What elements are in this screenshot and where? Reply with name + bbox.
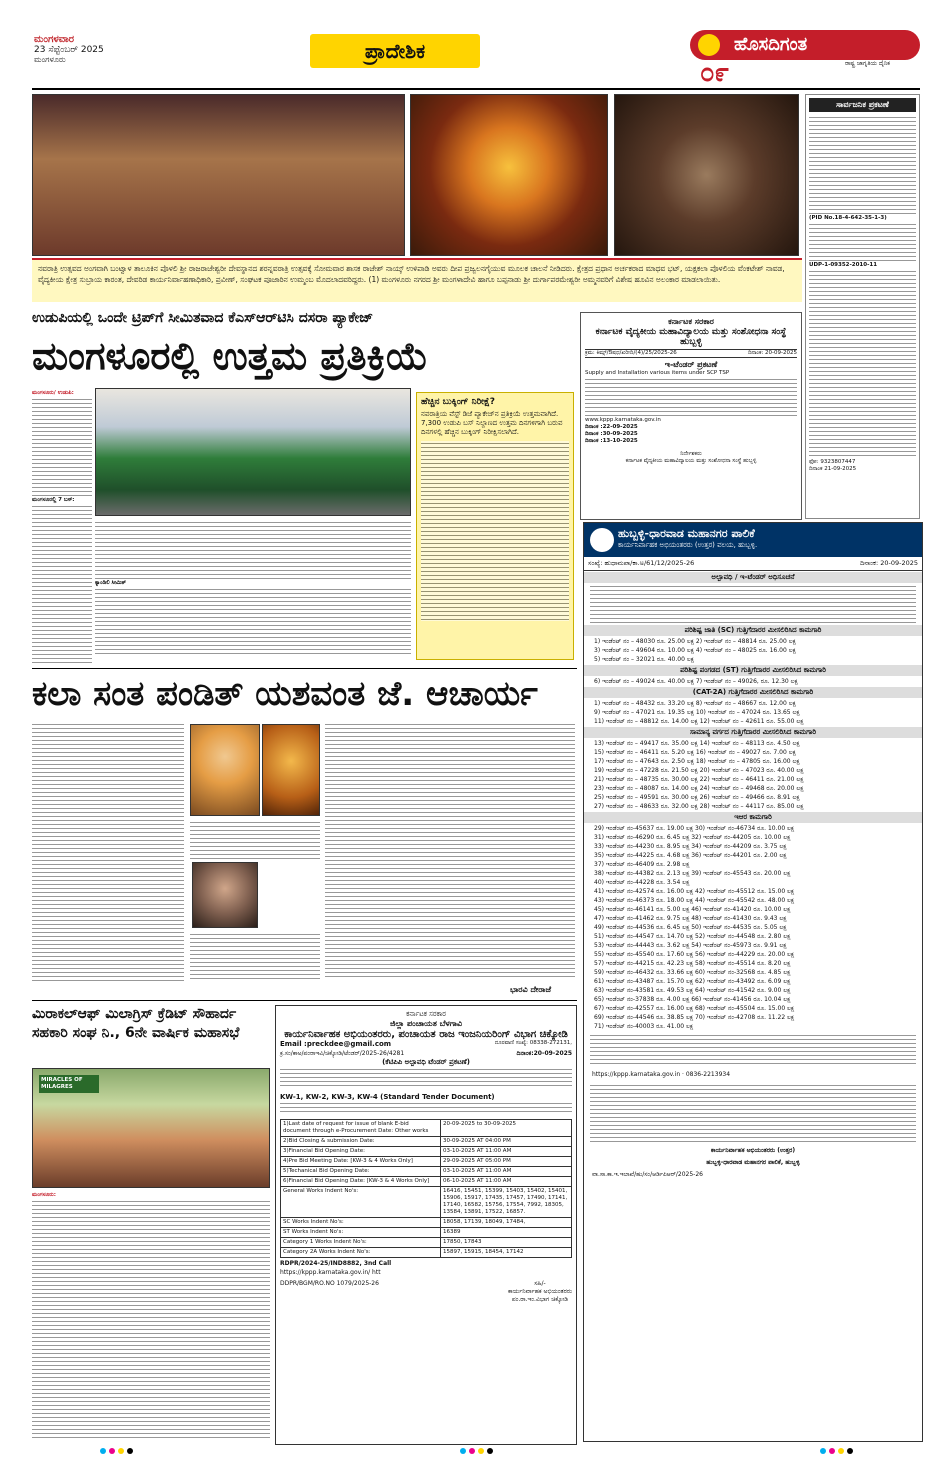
dateline-block	[34, 34, 154, 65]
indent-row: 9) ಇಂಡೆಂಟ್ ನಂ – 47021 ರೂ. 19.35 ಲಕ್ಷ 10) ಇಂಡೆಂಟ್ ನಂ – 47024 ರೂ. 13.65 ಲಕ್ಷ	[594, 709, 800, 716]
tender-row-label: 3)Financial Bid Opening Date:	[281, 1147, 441, 1157]
goddess-idol-photo-2	[614, 94, 799, 256]
indent-row: 13) ಇಂಡೆಂಟ್ ನಂ – 49417 ರೂ. 35.00 ಲಕ್ಷ 14) ಇಂಡೆಂಟ್ ನಂ – 48113 ರೂ. 4.50 ಲಕ್ಷ	[594, 740, 800, 747]
kmc-item: Supply and Installation various items under SCP TSP	[585, 370, 730, 376]
kmc-website[interactable]: www.kppp.karnataka.gov.in	[585, 417, 661, 423]
notice-date: ದಿನಾಂಕ 21-09-2025	[809, 466, 857, 472]
tender-row	[281, 1120, 572, 1137]
tender-row	[281, 1167, 572, 1177]
hdmc-subtitle: ಕಾರ್ಯನಿರ್ವಾಹಕ ಅಭಿಯಂತರರು (ಉತ್ತರ) ವಲಯ, ಹುಬ್ಬಳ್ಳಿ.	[618, 541, 758, 549]
box-text: ನವರಾತ್ರಿಯ ವೆಸ್ಟ್ ಡಿಜೆ ಪ್ಯಾಕೇಜ್‌ನ ಪ್ರತಿಕ್ರಿಯೆ ಉತ್ತಮವಾಗಿದೆ. 7,300 ಉಡುಪಿ ಬಸ್ ನಿಲ್ದಾಣದ ಉತ್ತಮ ದಿನಗಳಿಗಾಗಿ ಬರುವ ದಿನಗಳಲ್ಲಿ ಹೆಚ್ಚಿನ ಬುಕ್ಕಿಂಗ್ ನಿರೀಕ್ಷಿಸಲಾಗಿದೆ.	[421, 410, 563, 436]
tender-row	[281, 1187, 572, 1218]
story-text	[32, 397, 92, 497]
tender-row-value: 03-10-2025 AT 11:00 AM	[441, 1167, 572, 1177]
indent-row: 25) ಇಂಡೆಂಟ್ ನಂ – 49591 ರೂ. 30.00 ಲಕ್ಷ 26) ಇಂಡೆಂಟ್ ನಂ – 49466 ರೂ. 8.91 ಲಕ್ಷ	[594, 794, 800, 801]
hdmc-phone: 0836-2213934	[685, 1071, 731, 1078]
notice-text	[809, 222, 916, 262]
indent-row: 5) ಇಂಡೆಂಟ್ ನಂ – 32021 ರೂ. 40.00 ಲಕ್ಷ	[594, 656, 694, 663]
hdmc-title: ಹುಬ್ಬಳ್ಳಿ-ಧಾರವಾಡ ಮಹಾನಗರ ಪಾಲಿಕೆ	[618, 527, 755, 540]
hdmc-cat-2a: (CAT-2A) ಗುತ್ತಿಗೆದಾರರ ಮೀಸಲಿರಿಸಿದ ಕಾಮಗಾರಿ	[584, 687, 922, 698]
tender-row-label: 6)Financial Bid Opening Date: [KW-3 & 4 Works Only]	[281, 1177, 441, 1187]
indent-row: 40) ಇಂಡೆಂಟ್ ನಂ-44228 ರೂ. 3.54 ಲಕ್ಷ	[594, 879, 690, 886]
story3-dateline: ಮಂಗಳೂರು:	[32, 1192, 56, 1198]
indent-row: 45) ಇಂಡೆಂಟ್ ನಂ-46141 ರೂ. 5.00 ಲಕ್ಷ 46) ಇಂಡೆಂಟ್ ನಂ-41420 ರೂ. 10.00 ಲಕ್ಷ	[594, 906, 791, 913]
hdmc-tender-notice: ಹುಬ್ಬಳ್ಳಿ-ಧಾರವಾಡ ಮಹಾನಗರ ಪಾಲಿಕೆ ಕಾರ್ಯನಿರ್ವಾಹಕ ಅಭಿಯಂತರರು (ಉತ್ತರ) ವಲಯ, ಹುಬ್ಬಳ್ಳಿ. ಸಂಖ್ಯೆ: ಹುಧಾಮಪಾ/ಕಾ.ಅ/61/12/2025-26 ದಿನಾಂಕ: 20-09-2025 ಅಲ್ಪಾವಧಿ / ಇ-ಟೆಂಡರ್ ಅಧಿಸೂಚನೆ ಪರಿಶಿಷ್ಟ ಜಾತಿ (SC) ಗುತ್ತಿಗೆದಾರರ ಮೀಸಲಿರಿಸಿದ ಕಾಮಗಾರಿ 1) ಇಂಡೆಂಟ್ ನಂ – 48030 ರೂ. 25.00 ಲಕ್ಷ 2) ಇಂಡೆಂಟ್ ನಂ – 48814 ರೂ. 25.00 ಲಕ್ಷ 3) ಇಂಡೆಂಟ್ ನಂ – 49604 ರೂ. 10.00 ಲಕ್ಷ 4) ಇಂಡೆಂಟ್ ನಂ – 48025 ರೂ. 16.00 ಲಕ್ಷ 5) ಇಂಡೆಂಟ್ ನಂ – 32021 ರೂ. 40.00 ಲಕ್ಷ ಪರಿಶಿಷ್ಟ ಪಂಗಡದ (ST) ಗುತ್ತಿಗೆದಾರರ ಮೀಸಲಿರಿಸಿದ ಕಾಮಗಾರಿ 6) ಇಂಡೆಂಟ್ ನಂ – 49024 ರೂ. 40.00 ಲಕ್ಷ 7) ಇಂಡೆಂಟ್ ನಂ – 49026, ರೂ. 12.30 ಲಕ್ಷ (CAT-2A) ಗುತ್ತಿಗೆದಾರರ ಮೀಸಲಿರಿಸಿದ ಕಾಮಗಾರಿ 1) ಇಂಡೆಂಟ್ ನಂ – 48432 ರೂ. 33.20 ಲಕ್ಷ 8) ಇಂಡೆಂಟ್ ನಂ – 48667 ರೂ. 12.00 ಲಕ್ಷ 9) ಇಂಡೆಂಟ್ ನಂ – 47021 ರೂ. 19.35 ಲಕ್ಷ 10) ಇಂಡೆಂಟ್ ನಂ – 47024 ರೂ. 13.65 ಲಕ್ಷ 11) ಇಂಡೆಂಟ್ ನಂ – 48812 ರೂ. 14.00 ಲಕ್ಷ 12) ಇಂಡೆಂಟ್ ನಂ – 42611 ರೂ. 55.00 ಲಕ್ಷ ಸಾಮಾನ್ಯ ವರ್ಗದ ಗುತ್ತಿಗೆದಾರರ ಮೀಸಲಿರಿಸಿದ ಕಾಮಗಾರಿ 13) ಇಂಡೆಂಟ್ ನಂ – 49417 ರೂ. 35.00 ಲಕ್ಷ 14) ಇಂಡೆಂಟ್ ನಂ – 48113 ರೂ. 4.50 ಲಕ್ಷ 15) ಇಂಡೆಂಟ್ ನಂ – 46411 ರೂ. 5.20 ಲಕ್ಷ 16) ಇಂಡೆಂಟ್ ನಂ – 49027 ರೂ. 7.00 ಲಕ್ಷ 17) ಇಂಡೆಂಟ್ ನಂ – 47643 ರೂ. 2.50 ಲಕ್ಷ 18) ಇಂಡೆಂಟ್ ನಂ – 47805 ರೂ. 16.00 ಲಕ್ಷ 19) ಇಂಡೆಂಟ್ ನಂ – 47228 ರೂ. 21.50 ಲಕ್ಷ 20) ಇಂಡೆಂಟ್ ನಂ – 47023 ರೂ. 40.00 ಲಕ್ಷ 21) ಇಂಡೆಂಟ್ ನಂ – 48735 ರೂ. 30.00 ಲಕ್ಷ 22) ಇಂಡೆಂಟ್ ನಂ – 46411 ರೂ. 21.00 ಲಕ್ಷ 23) ಇಂಡೆಂಟ್ ನಂ – 48087 ರೂ. 14.00 ಲಕ್ಷ 24) ಇಂಡೆಂಟ್ ನಂ – 49468 ರೂ. 20.00 ಲಕ್ಷ 25) ಇಂಡೆಂಟ್ ನಂ – 49591 ರೂ. 30.00 ಲಕ್ಷ 26) ಇಂಡೆಂಟ್ ನಂ – 49466 ರೂ. 8.91 ಲಕ್ಷ 27) ಇಂಡೆಂಟ್ ನಂ – 48633 ರೂ. 32.00 ಲಕ್ಷ 28) ಇಂಡೆಂಟ್ ನಂ – 44117 ರೂ. 85.00 ಲಕ್ಷ ಇಆರ ಕಾಮಗಾರಿ 29) ಇಂಡೆಂಟ್ ನಂ-45637 ರೂ. 19.00 ಲಕ್ಷ 30) ಇಂಡೆಂಟ್ ನಂ-46734 ರೂ. 10.00 ಲಕ್ಷ 31) ಇಂಡೆಂಟ್ ನಂ-46290 ರೂ. 6.45 ಲಕ್ಷ 32) ಇಂಡೆಂಟ್ ನಂ-44205 ರೂ. 10.00 ಲಕ್ಷ 33) ಇಂಡೆಂಟ್ ನಂ-44230 ರೂ. 8.95 ಲಕ್ಷ 34) ಇಂಡೆಂಟ್ ನಂ-44209 ರೂ. 3.75 ಲಕ್ಷ 35) ಇಂಡೆಂಟ್ ನಂ-44225 ರೂ. 4.68 ಲಕ್ಷ 36) ಇಂಡೆಂಟ್ ನಂ-44201 ರೂ. 2.00 ಲಕ್ಷ 37) ಇಂಡೆಂಟ್ ನಂ-46409 ರೂ. 2.98 ಲಕ್ಷ 38) ಇಂಡೆಂಟ್ ನಂ-44382 ರೂ. 2.13 ಲಕ್ಷ 39) ಇಂಡೆಂಟ್ ನಂ-45543 ರೂ. 20.00 ಲಕ್ಷ 40) ಇಂಡೆಂಟ್ ನಂ-44228 ರೂ. 3.54 ಲಕ್ಷ 41) ಇಂಡೆಂಟ್ ನಂ-42574 ರೂ. 16.00 ಲಕ್ಷ 42) ಇಂಡೆಂಟ್ ನಂ-45512 ರೂ. 15.00 ಲಕ್ಷ 43) ಇಂಡೆಂಟ್ ನಂ-46373 ರೂ. 18.00 ಲಕ್ಷ 44) ಇಂಡೆಂಟ್ ನಂ-45542 ರೂ. 48.00 ಲಕ್ಷ 45) ಇಂಡೆಂಟ್ ನಂ-46141 ರೂ. 5.00 ಲಕ್ಷ 46) ಇಂಡೆಂಟ್ ನಂ-41420 ರೂ. 10.00 ಲಕ್ಷ 47) ಇಂಡೆಂಟ್ ನಂ-41462 ರೂ. 9.75 ಲಕ್ಷ 48) ಇಂಡೆಂಟ್ ನಂ-41430 ರೂ. 9.43 ಲಕ್ಷ 49) ಇಂಡೆಂಟ್ ನಂ-44536 ರೂ. 6.45 ಲಕ್ಷ 50) ಇಂಡೆಂಟ್ ನಂ-44535 ರೂ. 5.05 ಲಕ್ಷ 51) ಇಂಡೆಂಟ್ ನಂ-44547 ರೂ. 14.70 ಲಕ್ಷ 52) ಇಂಡೆಂಟ್ ನಂ-44548 ರೂ. 2.80 ಲಕ್ಷ 53) ಇಂಡೆಂಟ್ ನಂ-44443 ರೂ. 3.62 ಲಕ್ಷ 54) ಇಂಡೆಂಟ್ ನಂ-45973 ರೂ. 9.91 ಲಕ್ಷ 55) ಇಂಡೆಂಟ್ ನಂ-45540 ರೂ. 17.60 ಲಕ್ಷ 56) ಇಂಡೆಂಟ್ ನಂ-44229 ರೂ. 20.00 ಲಕ್ಷ 57) ಇಂಡೆಂಟ್ ನಂ-44215 ರೂ. 42.23 ಲಕ್ಷ 58) ಇಂಡೆಂಟ್ ನಂ-45514 ರೂ. 8.20 ಲಕ್ಷ 59) ಇಂಡೆಂಟ್ ನಂ-46432 ರೂ. 33.66 ಲಕ್ಷ 60) ಇಂಡೆಂಟ್ ನಂ-32568 ರೂ. 4.85 ಲಕ್ಷ 61) ಇಂಡೆಂಟ್ ನಂ-43487 ರೂ. 15.70 ಲಕ್ಷ 62) ಇಂಡೆಂಟ್ ನಂ-43492 ರೂ. 6.09 ಲಕ್ಷ 63) ಇಂಡೆಂಟ್ ನಂ-43581 ರೂ. 49.53 ಲಕ್ಷ 64) ಇಂಡೆಂಟ್ ನಂ-41542 ರೂ. 9.00 ಲಕ್ಷ 65) ಇಂಡೆಂಟ್ ನಂ-37838 ರೂ. 4.00 ಲಕ್ಷ 66) ಇಂಡೆಂಟ್ ನಂ-41456 ರೂ. 10.04 ಲಕ್ಷ 67) ಇಂಡೆಂಟ್ ನಂ-42557 ರೂ. 16.00 ಲಕ್ಷ 68) ಇಂಡೆಂಟ್ ನಂ-45504 ರೂ. 15.00 ಲಕ್ಷ 69) ಇಂಡೆಂಟ್ ನಂ-44546 ರೂ. 38.85 ಲಕ್ಷ 70) ಇಂಡೆಂಟ್ ನಂ-42708 ರೂ. 11.22 ಲಕ್ಷ 71) ಇಂಡೆಂಟ್ ನಂ-40003 ರೂ. 41.00 ಲಕ್ಷ https://kppp.karnataka.gov.in · 0836-2213934 ಕಾರ್ಯನಿರ್ವಾಹಕ ಅಭಿಯಂತರರು (ಉತ್ತರ) ಹುಬ್ಬಳ್ಳಿ-ಧಾರವಾಡ ಮಹಾನಗರ ಪಾಲಿಕೆ, ಹುಬ್ಬಳ್ಳಿ ವಾ.ಸಾ.ಕಾ.ಇ.ಇಲಾಖೆ/ಹು/ಸಂ/ಆರ್ಡಿಪಿಆರ್/2025-26	[583, 522, 923, 1442]
indent-row: 11) ಇಂಡೆಂಟ್ ನಂ – 48812 ರೂ. 14.00 ಲಕ್ಷ 12) ಇಂಡೆಂಟ್ ನಂ – 42611 ರೂ. 55.00 ಲಕ್ಷ	[594, 718, 804, 725]
booking-expectation-box	[416, 392, 574, 660]
tender-ref: ಕ್ರ.ಸಂ/ಕಾಅ/ಪಂರಾಇವಿ/ಚಿಕ್ಕೋಡಿ/ಟೆಂಡರ್/2025-26/4281	[280, 1050, 405, 1057]
story1-column-1	[32, 390, 92, 664]
tender-email[interactable]: Email :preckdee@gmail.com	[280, 1040, 392, 1048]
hdmc-cat-sc: ಪರಿಶಿಷ್ಟ ಜಾತಿ (SC) ಗುತ್ತಿಗೆದಾರರ ಮೀಸಲಿರಿಸಿದ ಕಾಮಗಾರಿ	[584, 625, 922, 636]
indent-row: 49) ಇಂಡೆಂಟ್ ನಂ-44536 ರೂ. 6.45 ಲಕ್ಷ 50) ಇಂಡೆಂಟ್ ನಂ-44535 ರೂ. 5.05 ಲಕ್ಷ	[594, 924, 787, 931]
story-text	[190, 820, 320, 860]
notice-pid: (PID No.18-4-642-35-1-3)	[809, 215, 887, 221]
tender-row-value: 18058, 17139, 18049, 17484,	[441, 1218, 572, 1228]
notice-text	[585, 377, 797, 417]
story1-kicker: ಉಡುಪಿಯಲ್ಲಿ ಒಂದೇ ಟ್ರಿಪ್‌ಗೆ ಸೀಮಿತವಾದ ಕೆಎಸ್ಆರ್‌ಟಿಸಿ ದಸರಾ ಪ್ಯಾಕೇಜ್	[32, 310, 374, 326]
hdmc-sign2: ಹುಬ್ಬಳ್ಳಿ-ಧಾರವಾಡ ಮಹಾನಗರ ಪಾಲಿಕೆ, ಹುಬ್ಬಳ್ಳಿ	[706, 1159, 800, 1166]
tender-date: ದಿನಾಂಕ:20-09-2025	[516, 1050, 572, 1057]
kmc-type: ಇ-ಟೆಂಡರ್ ಪ್ರಕಟಣೆ	[664, 360, 718, 369]
registration-marks	[460, 1448, 493, 1454]
tender-row-label: 2)Bid Closing & submission Date:	[281, 1137, 441, 1147]
indent-row: 61) ಇಂಡೆಂಟ್ ನಂ-43487 ರೂ. 15.70 ಲಕ್ಷ 62) ಇಂಡೆಂಟ್ ನಂ-43492 ರೂ. 6.09 ಲಕ್ಷ	[594, 978, 791, 985]
portrait-photo-3	[192, 862, 258, 928]
edition-city: ಮಂಗಳೂರು	[34, 55, 66, 64]
indent-row: 31) ಇಂಡೆಂಟ್ ನಂ-46290 ರೂ. 6.45 ಲಕ್ಷ 32) ಇಂಡೆಂಟ್ ನಂ-44205 ರೂ. 10.00 ಲಕ್ಷ	[594, 834, 791, 841]
hdmc-sign1: ಕಾರ್ಯನಿರ್ವಾಹಕ ಅಭಿಯಂತರರು (ಉತ್ತರ)	[710, 1147, 796, 1154]
indent-row: 57) ಇಂಡೆಂಟ್ ನಂ-44215 ರೂ. 42.23 ಲಕ್ಷ 58) ಇಂಡೆಂಟ್ ನಂ-45514 ರೂ. 8.20 ಲಕ್ಷ	[594, 960, 791, 967]
story-text	[325, 722, 575, 980]
agm-photo	[32, 1068, 270, 1188]
tender-row	[281, 1228, 572, 1238]
tender-phone: ದೂರವಾಣಿ ಸಂಖ್ಯೆ: 08338-272131,	[494, 1040, 572, 1046]
tender-type: (ಕೆಟಿಪಿಪಿ ಅಲ್ಪಾವಧಿ ಟೆಂಡರ್ ಪ್ರಕಟಣೆ)	[382, 1058, 470, 1066]
tender-row-label: General Works Indent No's:	[281, 1187, 441, 1218]
indent-row: 29) ಇಂಡೆಂಟ್ ನಂ-45637 ರೂ. 19.00 ಲಕ್ಷ 30) ಇಂಡೆಂಟ್ ನಂ-46734 ರೂ. 10.00 ಲಕ್ಷ	[594, 825, 795, 832]
tender-row-value: 03-10-2025 AT 11:00 AM	[441, 1147, 572, 1157]
tender-row-label: ST Works Indent No's:	[281, 1228, 441, 1238]
tender-row-value: 30-09-2025 AT 04:00 PM	[441, 1137, 572, 1147]
tender-sign3: ಪಂ.ರಾ.ಇಂ.ವಿಭಾಗ ಚಿಕ್ಕೋಡಿ	[511, 1296, 569, 1303]
indent-row: 55) ಇಂಡೆಂಟ್ ನಂ-45540 ರೂ. 17.60 ಲಕ್ಷ 56) ಇಂಡೆಂಟ್ ನಂ-44229 ರೂ. 20.00 ಲಕ್ಷ	[594, 951, 795, 958]
tender-row-value: 17850, 17843	[441, 1238, 572, 1248]
hdmc-short-rows	[584, 824, 922, 1031]
kmc-gov: ಕರ್ನಾಟಕ ಸರಕಾರ	[668, 317, 714, 326]
notice-text	[809, 269, 916, 459]
indent-row: 47) ಇಂಡೆಂಟ್ ನಂ-41462 ರೂ. 9.75 ಲಕ್ಷ 48) ಇಂಡೆಂಟ್ ನಂ-41430 ರೂ. 9.43 ಲಕ್ಷ	[594, 915, 787, 922]
story1-dateline: ಮಂಗಳೂರು/ ಉಡುಪಿ:	[32, 390, 74, 396]
story1-subhead2: ಕ್ಯಾಂಡಿಲಿ ಸೀಮಿತ್	[95, 580, 126, 586]
indent-row: 41) ಇಂಡೆಂಟ್ ನಂ-42574 ರೂ. 16.00 ಲಕ್ಷ 42) ಇಂಡೆಂಟ್ ನಂ-45512 ರೂ. 15.00 ಲಕ್ಷ	[594, 888, 795, 895]
goddess-idol-photo-1	[410, 94, 608, 256]
box-question: ಹೆಚ್ಚಿನ ಬುಕ್ಕಿಂಗ್ ನಿರೀಕ್ಷೆ?	[421, 397, 495, 407]
tender-dipr: DDPR/BGM/RO.NO 1079/2025-26	[280, 1280, 379, 1287]
kmc-sign1: ನಿರ್ದೇಶಕರು	[680, 451, 702, 457]
portrait-photo-1	[190, 724, 260, 816]
hdmc-section-title: ಅಲ್ಪಾವಧಿ / ಇ-ಟೆಂಡರ್ ಅಧಿಸೂಚನೆ	[584, 572, 922, 583]
indent-row: 17) ಇಂಡೆಂಟ್ ನಂ – 47643 ರೂ. 2.50 ಲಕ್ಷ 18) ಇಂಡೆಂಟ್ ನಂ – 47805 ರೂ. 16.00 ಲಕ್ಷ	[594, 758, 800, 765]
story-text	[190, 932, 320, 982]
kmc-date: ದಿನಾಂಕ: 20-09-2025	[747, 350, 797, 356]
tender-row	[281, 1137, 572, 1147]
story1-headline: ಮಂಗಳೂರಲ್ಲಿ ಉತ್ತಮ ಪ್ರತಿಕ್ರಿಯೆ	[32, 334, 429, 378]
registration-marks	[820, 1448, 853, 1454]
indent-row: 27) ಇಂಡೆಂಟ್ ನಂ – 48633 ರೂ. 32.00 ಲಕ್ಷ 28) ಇಂಡೆಂಟ್ ನಂ – 44117 ರೂ. 85.00 ಲಕ್ಷ	[594, 803, 804, 810]
page-number: ೦೯	[700, 58, 730, 88]
hdmc-cat-general: ಸಾಮಾನ್ಯ ವರ್ಗದ ಗುತ್ತಿಗೆದಾರರ ಮೀಸಲಿರಿಸಿದ ಕಾಮಗಾರಿ	[584, 727, 922, 738]
notice-text	[590, 1033, 916, 1067]
public-notice	[805, 94, 920, 519]
tender-row	[281, 1147, 572, 1157]
public-notice-title: ಸಾರ್ವಜನಿಕ ಪ್ರಕಟಣೆ	[809, 98, 916, 112]
tender-row-label: SC Works Indent No's:	[281, 1218, 441, 1228]
tender-row-value: 16416, 15451, 15399, 15403, 15402, 15401, 15906, 15917, 17435, 17457, 17490, 17141, 17140, 16582, 15756, 17554, 7992, 18305, 13584, 13891, 17522, 16857.	[441, 1187, 572, 1218]
story-text	[95, 520, 411, 580]
story1-columns-2	[95, 520, 411, 655]
hdmc-ref: ಸಂಖ್ಯೆ: ಹುಧಾಮಪಾ/ಕಾ.ಅ/61/12/2025-26	[588, 559, 695, 567]
portrait-photo-2	[262, 724, 320, 816]
inauguration-photo	[32, 94, 405, 256]
indent-row: 59) ಇಂಡೆಂಟ್ ನಂ-46432 ರೂ. 33.66 ಲಕ್ಷ 60) ಇಂಡೆಂಟ್ ನಂ-32568 ರೂ. 4.85 ಲಕ್ಷ	[594, 969, 791, 976]
indent-row: 65) ಇಂಡೆಂಟ್ ನಂ-37838 ರೂ. 4.00 ಲಕ್ಷ 66) ಇಂಡೆಂಟ್ ನಂ-41456 ರೂ. 10.04 ಲಕ್ಷ	[594, 996, 791, 1003]
tender-sign2: ಕಾರ್ಯನಿರ್ವಾಹಕ ಅಭಿಯಂತರರು	[507, 1288, 572, 1295]
tender-sign1: ಸಹಿ/-	[534, 1280, 546, 1287]
indent-row: 53) ಇಂಡೆಂಟ್ ನಂ-44443 ರೂ. 3.62 ಲಕ್ಷ 54) ಇಂಡೆಂಟ್ ನಂ-45973 ರೂ. 9.91 ಲಕ್ಷ	[594, 942, 787, 949]
tender-office: ಕಾರ್ಯನಿರ್ವಾಹಕ ಅಭಿಯಂತರರು, ಪಂಚಾಯತ ರಾಜ ಇಂಜನಿಯರಿಂಗ್ ವಿಭಾಗ ಚಿಕ್ಕೋಡಿ	[284, 1029, 568, 1040]
photo-caption: ನವರಾತ್ರಿ ಉತ್ಸವದ ಅಂಗವಾಗಿ ಬಂಟ್ವಾಳ ತಾಲೂಕಿನ ಪೊಳಲಿ ಶ್ರೀ ರಾಜರಾಜೇಶ್ವರೀ ದೇವಸ್ಥಾನದ ಶರನ್ನವರಾತ್ರಿ ಉತ್ಸವಕ್ಕೆ ಸೋಮವಾರ ಶಾಸಕ ರಾಜೇಶ್ ನಾಯ್ಕ್ ಉಳಿಪಾಡಿ ಅವರು ದೀಪ ಪ್ರಜ್ವಲನಗೈಯುವ ಮೂಲಕ ಚಾಲನೆ ನೀಡಿದರು. ಕ್ಷೇತ್ರದ ಪ್ರಧಾನ ಅರ್ಚಕರಾದ ಮಾಧವ ಭಟ್, ಯಕ್ಷಕಲಾ ಪೊಳಲಿಯ ವೆಂಕಟೇಶ್ ನಾವಡ, ವೈದ್ಯಕೀಯ ಕ್ಷೇತ್ರ ಸುಬ್ರಾಯ ಕಾರಂತ, ದೇವರಿಡ ಕಾರ್ಯನಿರ್ವಾಹಣಾಧಿಕಾರಿ, ಪ್ರವೀಣ್, ಸಂಘಟಕ ಪೂಜಾರಿನ ಉಮ್ಮಂಬ ಮೊದಲಾದವರಿದ್ದರು. (1) ಮಂಗಳೂರು ನಗರದ ಶ್ರೀ ಮಂಗಳಾದೇವಿ ಹಾಗೂ ಬಪ್ಪನಾಡು ಶ್ರೀ ದುರ್ಗಾಪರಮೇಶ್ವರೀ ಅಮ್ಮನವರಿಗೆ ವಿಶೇಷ ಹೂವಿನ ಅಲಂಕಾರ ಮಾಡಲಾಯಿತು.	[32, 258, 802, 302]
kmc-title: ಕರ್ನಾಟಕ ವೈದ್ಯಕೀಯ ಮಹಾವಿದ್ಯಾಲಯ ಮತ್ತು ಸಂಶೋಧನಾ ಸಂಸ್ಥೆ ಹುಬ್ಬಳ್ಳಿ	[595, 327, 787, 347]
indent-row: 1) ಇಂಡೆಂಟ್ ನಂ – 48030 ರೂ. 25.00 ಲಕ್ಷ 2) ಇಂಡೆಂಟ್ ನಂ – 48814 ರೂ. 25.00 ಲಕ್ಷ	[594, 638, 796, 645]
notice-text	[809, 115, 916, 215]
zp-tender-notice	[275, 1005, 577, 1445]
weekday: ಮಂಗಳವಾರ	[34, 34, 75, 45]
masthead-rule	[32, 88, 920, 90]
tender-row	[281, 1248, 572, 1258]
indent-row: 33) ಇಂಡೆಂಟ್ ನಂ-44230 ರೂ. 8.95 ಲಕ್ಷ 34) ಇಂಡೆಂಟ್ ನಂ-44209 ರೂ. 3.75 ಲಕ್ಷ	[594, 843, 787, 850]
indent-row: 1) ಇಂಡೆಂಟ್ ನಂ – 48432 ರೂ. 33.20 ಲಕ್ಷ 8) ಇಂಡೆಂಟ್ ನಂ – 48667 ರೂ. 12.00 ಲಕ್ಷ	[594, 700, 796, 707]
kmc-ref: ಕ್ರಮ: ಕಿಮ್ಸ್/ಔಷಧ/ಖರೀದಿ/(4)/25/2025-26	[585, 350, 677, 356]
ksrtc-bus-photo	[95, 388, 411, 516]
indent-row: 23) ಇಂಡೆಂಟ್ ನಂ – 48087 ರೂ. 14.00 ಲಕ್ಷ 24) ಇಂಡೆಂಟ್ ನಂ – 49468 ರೂ. 20.00 ಲಕ್ಷ	[594, 785, 804, 792]
tender-row-label: 1)Last date of request for issue of blank E-bid document through e-Procurement Date: Other works	[281, 1120, 441, 1137]
hdmc-general-rows	[584, 739, 922, 811]
indent-row: 51) ಇಂಡೆಂಟ್ ನಂ-44547 ರೂ. 14.70 ಲಕ್ಷ 52) ಇಂಡೆಂಟ್ ನಂ-44548 ರೂ. 2.80 ಲಕ್ಷ	[594, 933, 791, 940]
indent-row: 43) ಇಂಡೆಂಟ್ ನಂ-46373 ರೂ. 18.00 ಲಕ್ಷ 44) ಇಂಡೆಂಟ್ ನಂ-45542 ರೂ. 48.00 ಲಕ್ಷ	[594, 897, 795, 904]
tender-dept: ಜಿಲ್ಲಾ ಪಂಚಾಯತ ಬೆಳಗಾವಿ	[389, 1019, 463, 1028]
hdmc-short-header: ಇಆರ ಕಾಮಗಾರಿ	[584, 812, 922, 823]
indent-row: 38) ಇಂಡೆಂಟ್ ನಂ-44382 ರೂ. 2.13 ಲಕ್ಷ 39) ಇಂಡೆಂಟ್ ನಂ-45543 ರೂ. 20.00 ಲಕ್ಷ	[594, 870, 791, 877]
kmc-close-date: ದಿನಾಂಕ :30-09-2025	[585, 431, 638, 437]
hdmc-website[interactable]: https://kppp.karnataka.gov.in	[592, 1071, 681, 1078]
date: 23 ಸೆಪ್ಟೆಂಬರ್ 2025	[34, 45, 104, 55]
notice-udp: UDP-1-09352-2010-11	[809, 262, 878, 268]
notice-text	[280, 1101, 572, 1115]
hdmc-st-rows	[584, 677, 922, 686]
story-text	[95, 587, 411, 655]
indent-row: 63) ಇಂಡೆಂಟ್ ನಂ-43581 ರೂ. 49.53 ಲಕ್ಷ 64) ಇಂಡೆಂಟ್ ನಂ-41542 ರೂ. 9.00 ಲಕ್ಷ	[594, 987, 791, 994]
indent-row: 69) ಇಂಡೆಂಟ್ ನಂ-44546 ರೂ. 38.85 ಲಕ್ಷ 70) ಇಂಡೆಂಟ್ ನಂ-42708 ರೂ. 11.22 ಲಕ್ಷ	[594, 1014, 795, 1021]
story2-headline: ಕಲಾ ಸಂತ ಪಂಡಿತ್ ಯಶವಂತ ಜೆ. ಆಚಾರ್ಯ	[32, 674, 538, 714]
tender-rdpr: RDPR/2024-25/IND8882, 3nd Call	[280, 1260, 392, 1267]
tender-row-value: 16389	[441, 1228, 572, 1238]
indent-row: 3) ಇಂಡೆಂಟ್ ನಂ – 49604 ರೂ. 10.00 ಲಕ್ಷ 4) ಇಂಡೆಂಟ್ ನಂ – 48025 ರೂ. 16.00 ಲಕ್ಷ	[594, 647, 796, 654]
registration-marks	[100, 1448, 133, 1454]
tender-row-value: 06-10-2025 AT 11:00 AM	[441, 1177, 572, 1187]
tender-row	[281, 1157, 572, 1167]
indent-row: 15) ಇಂಡೆಂಟ್ ನಂ – 46411 ರೂ. 5.20 ಲಕ್ಷ 16) ಇಂಡೆಂಟ್ ನಂ – 49027 ರೂ. 7.00 ಲಕ್ಷ	[594, 749, 796, 756]
notice-text	[590, 584, 916, 624]
agm-banner: MIRACLES OF MILAGRES	[39, 1075, 99, 1093]
story3-headline: ಮಿರಾಕಲ್‌ಆಫ್ ಮಿಲಾಗ್ರಿಸ್ ಕ್ರೆಡಿಟ್ ಸೌಹಾರ್ದ ಸಹಕಾರಿ ಸಂಘ ನಿ., 6ನೇ ವಾರ್ಷಿಕ ಮಹಾಸಭೆ	[32, 1006, 240, 1041]
indent-row: 6) ಇಂಡೆಂಟ್ ನಂ – 49024 ರೂ. 40.00 ಲಕ್ಷ 7) ಇಂಡೆಂಟ್ ನಂ – 49026, ರೂ. 12.30 ಲಕ್ಷ	[594, 678, 798, 685]
tender-row-label: Category 2A Works Indent No's:	[281, 1248, 441, 1258]
kmc-open-date: ದಿನಾಂಕ :13-10-2025	[585, 438, 638, 444]
paper-tagline: ರಾಷ್ಟ್ರ ಜಾಗೃತಿಯ ದೈನಿಕ	[844, 60, 890, 67]
hdmc-cat-st: ಪರಿಶಿಷ್ಟ ಪಂಗಡದ (ST) ಗುತ್ತಿಗೆದಾರರ ಮೀಸಲಿರಿಸಿದ ಕಾಮಗಾರಿ	[584, 665, 922, 676]
notice-text	[590, 1083, 916, 1143]
section-title: ಪ್ರಾದೇಶಿಕ	[310, 34, 480, 68]
hdmc-sc-rows	[584, 637, 922, 664]
tender-row	[281, 1238, 572, 1248]
indent-row: 35) ಇಂಡೆಂಟ್ ನಂ-44225 ರೂ. 4.68 ಲಕ್ಷ 36) ಇಂಡೆಂಟ್ ನಂ-44201 ರೂ. 2.00 ಲಕ್ಷ	[594, 852, 787, 859]
paper-name: ಹೊಸದಿಗಂತ	[734, 34, 808, 55]
story-text	[32, 504, 92, 664]
kmc-issue-date: ದಿನಾಂಕ :22-09-2025	[585, 424, 638, 430]
logo-emblem-icon	[698, 34, 720, 56]
kmc-sign2: ಕರ್ನಾಟಕ ವೈದ್ಯಕೀಯ ಮಹಾವಿದ್ಯಾಲಯ ಮತ್ತು ಸಂಶೋಧನಾ ಸಂಸ್ಥೆ ಹುಬ್ಬಳ್ಳಿ	[625, 458, 757, 464]
tender-gov: ಕರ್ನಾಟಕ ಸರಕಾರ	[406, 1010, 446, 1018]
hdmc-date: ದಿನಾಂಕ: 20-09-2025	[860, 559, 918, 567]
story3-body	[32, 1192, 270, 1439]
hdmc-footer-ref: ವಾ.ಸಾ.ಕಾ.ಇ.ಇಲಾಖೆ/ಹು/ಸಂ/ಆರ್ಡಿಪಿಆರ್/2025-26	[592, 1171, 703, 1178]
tender-etype: KW-1, KW-2, KW-3, KW-4 (Standard Tender Document)	[280, 1093, 495, 1101]
tender-row	[281, 1218, 572, 1228]
tender-row	[281, 1177, 572, 1187]
tender-row-label: 5)Techanical Bid Opening Date:	[281, 1167, 441, 1177]
kmc-tender-notice	[580, 312, 802, 520]
tender-row-value: 20-09-2025 to 30-09-2025	[441, 1120, 572, 1137]
story-text	[421, 441, 569, 621]
story2-byline: ಭಾರವಿ ದೇರಾಜೆ	[510, 985, 552, 994]
indent-row: 21) ಇಂಡೆಂಟ್ ನಂ – 48735 ರೂ. 30.00 ಲಕ್ಷ 22) ಇಂಡೆಂಟ್ ನಂ – 46411 ರೂ. 21.00 ಲಕ್ಷ	[594, 776, 804, 783]
tender-row-label: Category 1 Works Indent No's:	[281, 1238, 441, 1248]
indent-row: 37) ಇಂಡೆಂಟ್ ನಂ-46409 ರೂ. 2.98 ಲಕ್ಷ	[594, 861, 690, 868]
tender-website[interactable]: https://kppp.karnataka.gov.in/ htt	[280, 1269, 381, 1276]
indent-row: 67) ಇಂಡೆಂಟ್ ನಂ-42557 ರೂ. 16.00 ಲಕ್ಷ 68) ಇಂಡೆಂಟ್ ನಂ-45504 ರೂ. 15.00 ಲಕ್ಷ	[594, 1005, 795, 1012]
notice-text	[280, 1067, 572, 1089]
hdmc-2a-rows	[584, 699, 922, 726]
hdmc-emblem-icon	[590, 528, 614, 552]
tender-row-value: 29-09-2025 AT 05:00 PM	[441, 1157, 572, 1167]
tender-row-value: 15897, 15915, 18454, 17142	[441, 1248, 572, 1258]
notice-phone: ಫೋ: 9323807447	[809, 459, 856, 465]
tender-row-label: 4)Pre Bid Meeting Date: [KW-3 & 4 Works Only]	[281, 1157, 441, 1167]
story1-subhead: ಮಂಗಳೂರಲ್ಲಿ 7 ಬಸ್:	[32, 497, 75, 503]
tender-schedule-table	[280, 1119, 572, 1258]
indent-row: 19) ಇಂಡೆಂಟ್ ನಂ – 47228 ರೂ. 21.50 ಲಕ್ಷ 20) ಇಂಡೆಂಟ್ ನಂ – 47023 ರೂ. 40.00 ಲಕ್ಷ	[594, 767, 804, 774]
story-text	[32, 722, 184, 982]
indent-row: 71) ಇಂಡೆಂಟ್ ನಂ-40003 ರೂ. 41.00 ಲಕ್ಷ	[594, 1023, 694, 1030]
story-text	[32, 1199, 270, 1439]
